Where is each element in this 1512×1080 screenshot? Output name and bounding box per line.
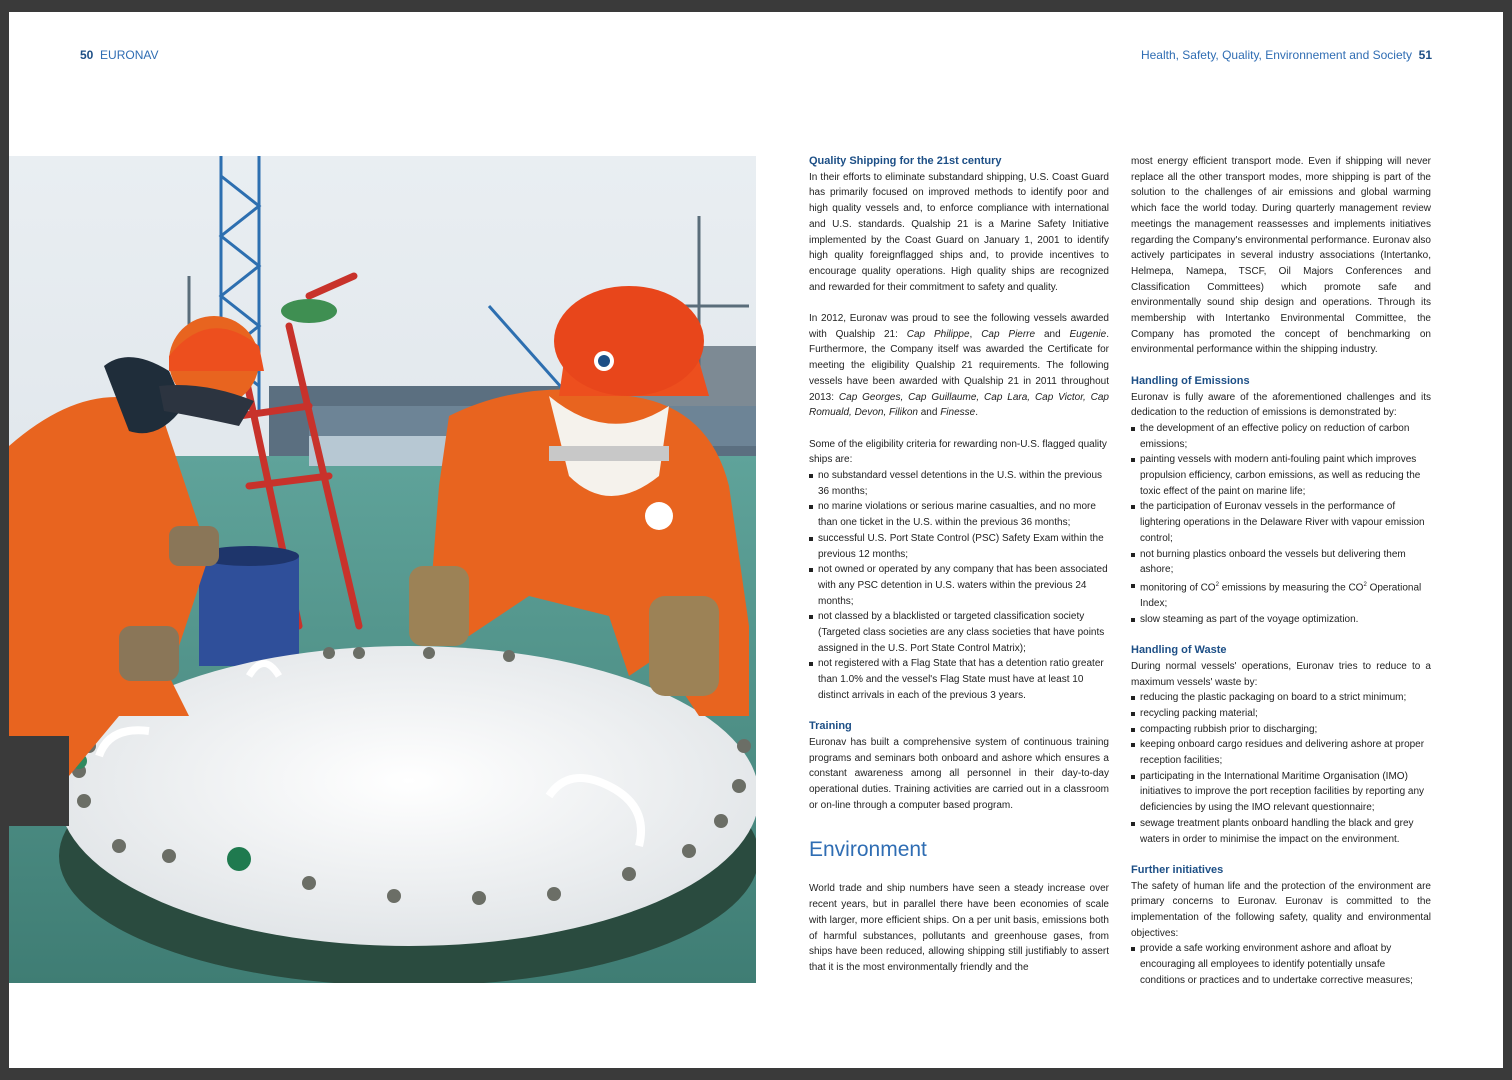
list-item: participating in the International Maritime Organisation (IMO) initiatives to improve the port reception facilities by reporting any deficiencies by using the IMO relevant questionnaire; — [1131, 769, 1431, 816]
right-running-title: Health, Safety, Quality, Environnement and Society — [1140, 48, 1412, 62]
emissions-intro: Euronav is fully aware of the aforementioned challenges and its dedication to the reduction of emissions is demonstrated by: — [1131, 391, 1431, 419]
vessel-name: Cap Pierre — [981, 328, 1036, 340]
quality-paragraph-2: In 2012, Euronav was proud to see the following vessels awarded with Qualship 21: Cap Philippe, Cap Pierre and Eugenie. Furthermore, the Company itself was awarded the Certificate for meeting the eligibility Qualship 21 requirements. The following vessels have been awarded with Qualship 21 in 2011 throughout 2013: Cap Georges, Cap Guillaume, Cap Lara, Cap Victor, Cap Romuald, Devon, Filikon and Finesse. — [809, 313, 1109, 419]
section-heading-emissions: Handling of Emissions — [1131, 374, 1250, 387]
vessel-name: Eugenie — [1069, 328, 1107, 340]
environment-paragraph-continued: most energy efficient transport mode. Even if shipping will never replace all the other transport modes, more shipping is part of the solution to the challenges of air emissions and global warming which face the world today. During quarterly management review meetings the management reassesses and implements initiatives regarding the Company's environmental performance. Euronav also actively participates in several industry associations (Intertanko, Helmepa, Namepa, TSCF, Oil Majors Conferences and Classification Committees) which promote safe and environmentally sound ship design and operations. Through its membership with Intertanko Environmental Committee, the Company has promoted the concept of benchmarking on environmental performance within the shipping industry. — [1131, 156, 1431, 356]
environment-paragraph: World trade and ship numbers have seen a steady increase over recent years, but in parallel there have been economies of scale with larger, more efficient ships. On a per unit basis, emissions both of harmful substances, pollutants and greenhouse gases, from ships have been reduced, allowing shipping still justifiably to assert that it is the most environmentally friendly and the — [809, 883, 1109, 973]
further-intro: The safety of human life and the protection of the environment are primary concerns to Euronav. Euronav is committed to the implementation of the following safety, quality and environmental objectives: — [1131, 880, 1431, 939]
section-heading-further-initiatives: Further initiatives — [1131, 863, 1224, 876]
left-page-number: 50 — [80, 48, 94, 62]
left-page-header — [80, 48, 158, 62]
quality-paragraph-1: In their efforts to eliminate substandard shipping, U.S. Coast Guard has primarily focused on improved methods to identify poor and high quality vessels and, to enforce compliance with international and U.S. standards. Qualship 21 is a Marine Safety Initiative implemented by the Coast Guard on January 1, 2001 to identify high quality foreignflagged ships and, to provide incentives to encourage quality operations. High quality ships are recognized and rewarded for their commitment to safety and quality. — [809, 171, 1109, 293]
list-item: monitoring of $CO^2$ emissions by measuring the $CO^2$ Operational Index; — [1131, 578, 1431, 612]
text-column-left — [809, 154, 1109, 991]
list-item: sewage treatment plants onboard handling the black and grey waters in order to minimise the impact on the environment. — [1131, 816, 1431, 847]
section-heading-quality-shipping: Quality Shipping for the 21st century — [809, 155, 1002, 167]
document-spread — [9, 12, 1503, 1068]
list-item: painting vessels with modern anti-fouling paint which improves propulsion efficiency, carbon emissions, as well as reducing the toxic effect of the paint on marine life; — [1131, 452, 1431, 499]
workers-photo-illustration — [9, 156, 756, 983]
list-item: recycling packing material; — [1131, 706, 1431, 722]
list-item: the participation of Euronav vessels in the performance of lightering operations in the Delaware River with vapour emission control; — [1131, 499, 1431, 546]
workers-photo — [9, 156, 756, 983]
section-heading-waste: Handling of Waste — [1131, 644, 1227, 657]
left-running-title: EURONAV — [100, 48, 159, 62]
emissions-list — [1131, 421, 1431, 627]
section-heading-environment: Environment — [809, 838, 927, 862]
eligibility-criteria-list — [809, 468, 1109, 704]
list-item: not owned or operated by any company that has been associated with any PSC detention in U.S. waters within the previous 24 months; — [809, 562, 1109, 609]
list-item: reducing the plastic packaging on board to a strict minimum; — [1131, 690, 1431, 706]
right-page-number: 51 — [1418, 48, 1432, 62]
quality-paragraph-3: Some of the eligibility criteria for rewarding non-U.S. flagged quality ships are: — [809, 438, 1107, 466]
list-item: no substandard vessel detentions in the U.S. within the previous 36 months; — [809, 468, 1109, 499]
list-item: slow steaming as part of the voyage optimization. — [1131, 612, 1431, 628]
list-item: provide a safe working environment ashore and afloat by encouraging all employees to identify potentially unsafe conditions or practices and to undertake corrective measures; — [1131, 941, 1431, 988]
vessel-name: Finesse — [940, 407, 976, 419]
training-paragraph: Euronav has built a comprehensive system of continuous training programs and seminars both onboard and ashore which ensures a constant awareness among all personnel in their day-to-day operational duties. Training activities are carried out in a classroom or on-line through a computer based program. — [809, 736, 1109, 811]
vessel-list: Cap Georges, Cap Guillaume, Cap Lara, Cap Victor, Cap Romuald, Devon, Filikon — [809, 391, 1109, 419]
text-column-right — [1131, 154, 1431, 989]
list-item: successful U.S. Port State Control (PSC) Safety Exam within the previous 12 months; — [809, 531, 1109, 562]
vessel-name: Cap Philippe — [906, 328, 970, 340]
list-item: compacting rubbish prior to discharging; — [1131, 722, 1431, 738]
waste-list — [1131, 690, 1431, 847]
further-list — [1131, 941, 1431, 988]
list-item: the development of an effective policy on reduction of carbon emissions; — [1131, 421, 1431, 452]
list-item: not registered with a Flag State that has a detention ratio greater than 1.0% and the vessel's Flag State must have at least 10 distinct arrivals in each of the previous 3 years. — [809, 656, 1109, 703]
list-item: not burning plastics onboard the vessels but delivering them ashore; — [1131, 547, 1431, 578]
section-heading-training: Training — [809, 720, 852, 733]
waste-intro: During normal vessels' operations, Euronav tries to reduce to a maximum vessels' waste by: — [1131, 660, 1431, 688]
right-page-header — [1141, 48, 1432, 62]
list-item: keeping onboard cargo residues and delivering ashore at proper reception facilities; — [1131, 737, 1431, 768]
list-item: not classed by a blacklisted or targeted classification society (Targeted class societies are any class societies that have points assigned in the U.S. Port State Control Matrix); — [809, 609, 1109, 656]
list-item: no marine violations or serious marine casualties, and no more than one ticket in the U.S. within the previous 36 months; — [809, 499, 1109, 530]
